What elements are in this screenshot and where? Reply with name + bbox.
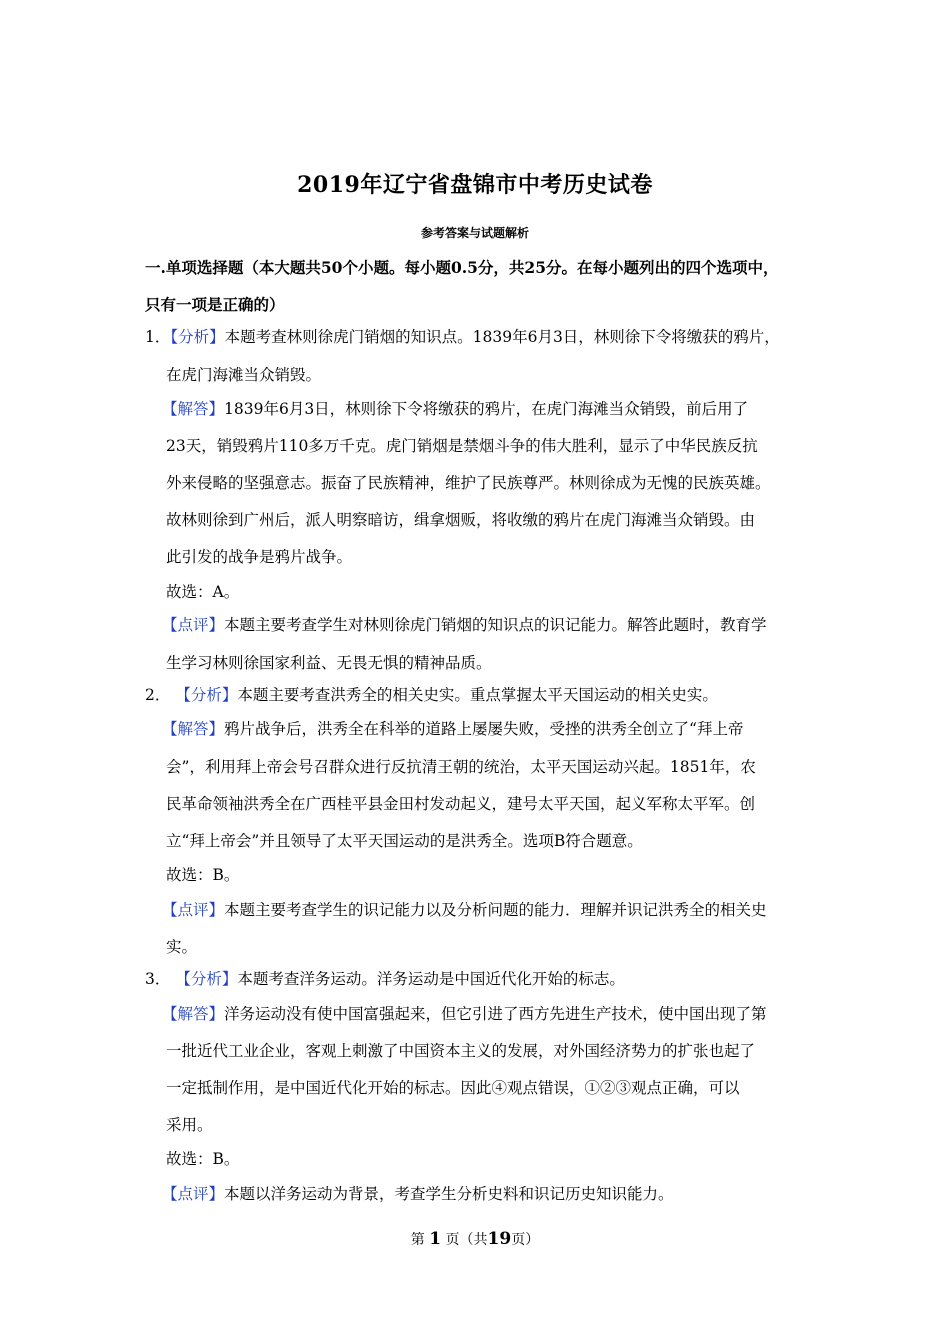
- page-title: 2019年辽宁省盘锦市中考历史试卷: [297, 172, 653, 198]
- q2-answer-line-1: 【解答】鸦片战争后，洪秀全在科举的道路上屡屡失败，受挫的洪秀全创立了“拜上帝: [162, 720, 744, 738]
- q3-answer-line-4: 采用。: [166, 1116, 213, 1134]
- q3-answer-tag: 【解答】: [162, 1005, 225, 1023]
- q2-answer-line-2: 会”，利用拜上帝会号召群众进行反抗清王朝的统治，太平天国运动兴起。1851年，农: [166, 758, 756, 776]
- q1-answer-line-2: 23天，销毁鸦片110多万千克。虎门销烟是禁烟斗争的伟大胜利，显示了中华民族反抗: [166, 437, 758, 455]
- q1-number: 1．: [145, 328, 171, 346]
- q3-answer-line-2: 一批近代工业企业，客观上刺激了中国资本主义的发展，对外国经济势力的扩张也起了: [166, 1042, 756, 1060]
- q1-answer-line-4: 故林则徐到广州后，派人明察暗访，缉拿烟贩，将收缴的鸦片在虎门海滩当众销毁。由: [166, 511, 756, 529]
- q1-answer-line-5: 此引发的战争是鸦片战争。: [166, 548, 353, 566]
- section-heading-line-2: 只有一项是正确的）: [145, 295, 285, 314]
- q1-comment-line-2: 生学习林则徐国家利益、无畏无惧的精神品质。: [166, 654, 492, 672]
- page-footer: 第 1 页（共19页）: [410, 1229, 540, 1249]
- q1-comment-line-1: 【点评】本题主要考查学生对林则徐虎门销烟的知识点的识记能力。解答此题时，教育学: [162, 616, 767, 634]
- q3-comment-tag: 【点评】: [162, 1185, 225, 1203]
- q2-comment-line-1: 【点评】本题主要考查学生的识记能力以及分析问题的能力．理解并识记洪秀全的相关史: [162, 901, 767, 919]
- q2-comment-tag: 【点评】: [162, 901, 225, 919]
- q1-analysis-line-2: 在虎门海滩当众销毁。: [166, 366, 322, 384]
- q1-answer-line-1: 【解答】1839年6月3日，林则徐下令将缴获的鸦片，在虎门海滩当众销毁，前后用了: [162, 400, 749, 418]
- q3-analysis-tag: 【分析】: [175, 970, 238, 988]
- q3-choice: 故选：B。: [166, 1150, 240, 1168]
- section-heading-line-1: 一.单项选择题（本大题共50个小题。每小题0.5分，共25分。在每小题列出的四个选项中，: [145, 258, 779, 277]
- q1-analysis-tag: 【分析】: [170, 328, 225, 346]
- total-page-number: 19: [487, 1229, 512, 1249]
- page-subtitle: 参考答案与试题解析: [420, 226, 529, 240]
- q2-comment-line-2: 实。: [166, 938, 198, 956]
- q1-answer-tag: 【解答】: [162, 400, 225, 418]
- q2-analysis-tag: 【分析】: [175, 686, 238, 704]
- q1-choice: 故选：A。: [166, 583, 240, 601]
- q2-answer-tag: 【解答】: [162, 720, 225, 738]
- q1-comment-tag: 【点评】: [162, 616, 225, 634]
- q2-answer-line-4: 立“拜上帝会”并且领导了太平天国运动的是洪秀全。选项B符合题意。: [166, 832, 643, 850]
- q3-answer-line-1: 【解答】洋务运动没有使中国富强起来，但它引进了西方先进生产技术，使中国出现了第: [162, 1005, 767, 1023]
- q2-choice: 故选：B。: [166, 866, 240, 884]
- q2-answer-line-3: 民革命领袖洪秀全在广西桂平县金田村发动起义，建号太平天国，起义军称太平军。创: [166, 795, 756, 813]
- q2-number: 2．: [145, 686, 171, 704]
- q3-answer-line-3: 一定抵制作用，是中国近代化开始的标志。因此④观点错误，①②③观点正确，可以: [166, 1079, 740, 1097]
- q3-comment-line-1: 【点评】本题以洋务运动为背景，考查学生分析史料和识记历史知识能力。: [162, 1185, 674, 1203]
- q1-answer-line-3: 外来侵略的坚强意志。振奋了民族精神，维护了民族尊严。林则徐成为无愧的民族英雄。: [166, 474, 771, 492]
- q3-analysis-line-1: 3． 【分析】本题考查洋务运动。洋务运动是中国近代化开始的标志。: [145, 970, 625, 988]
- q2-analysis-line-1: 2． 【分析】本题主要考查洪秀全的相关史实。重点掌握太平天国运动的相关史实。: [145, 686, 718, 704]
- q1-analysis-line-1: 1．【分析】本题考查林则徐虎门销烟的知识点。1839年6月3日，林则徐下令将缴获的鸦片，: [145, 328, 780, 346]
- q3-number: 3．: [145, 970, 171, 988]
- current-page-number: 1: [429, 1229, 442, 1249]
